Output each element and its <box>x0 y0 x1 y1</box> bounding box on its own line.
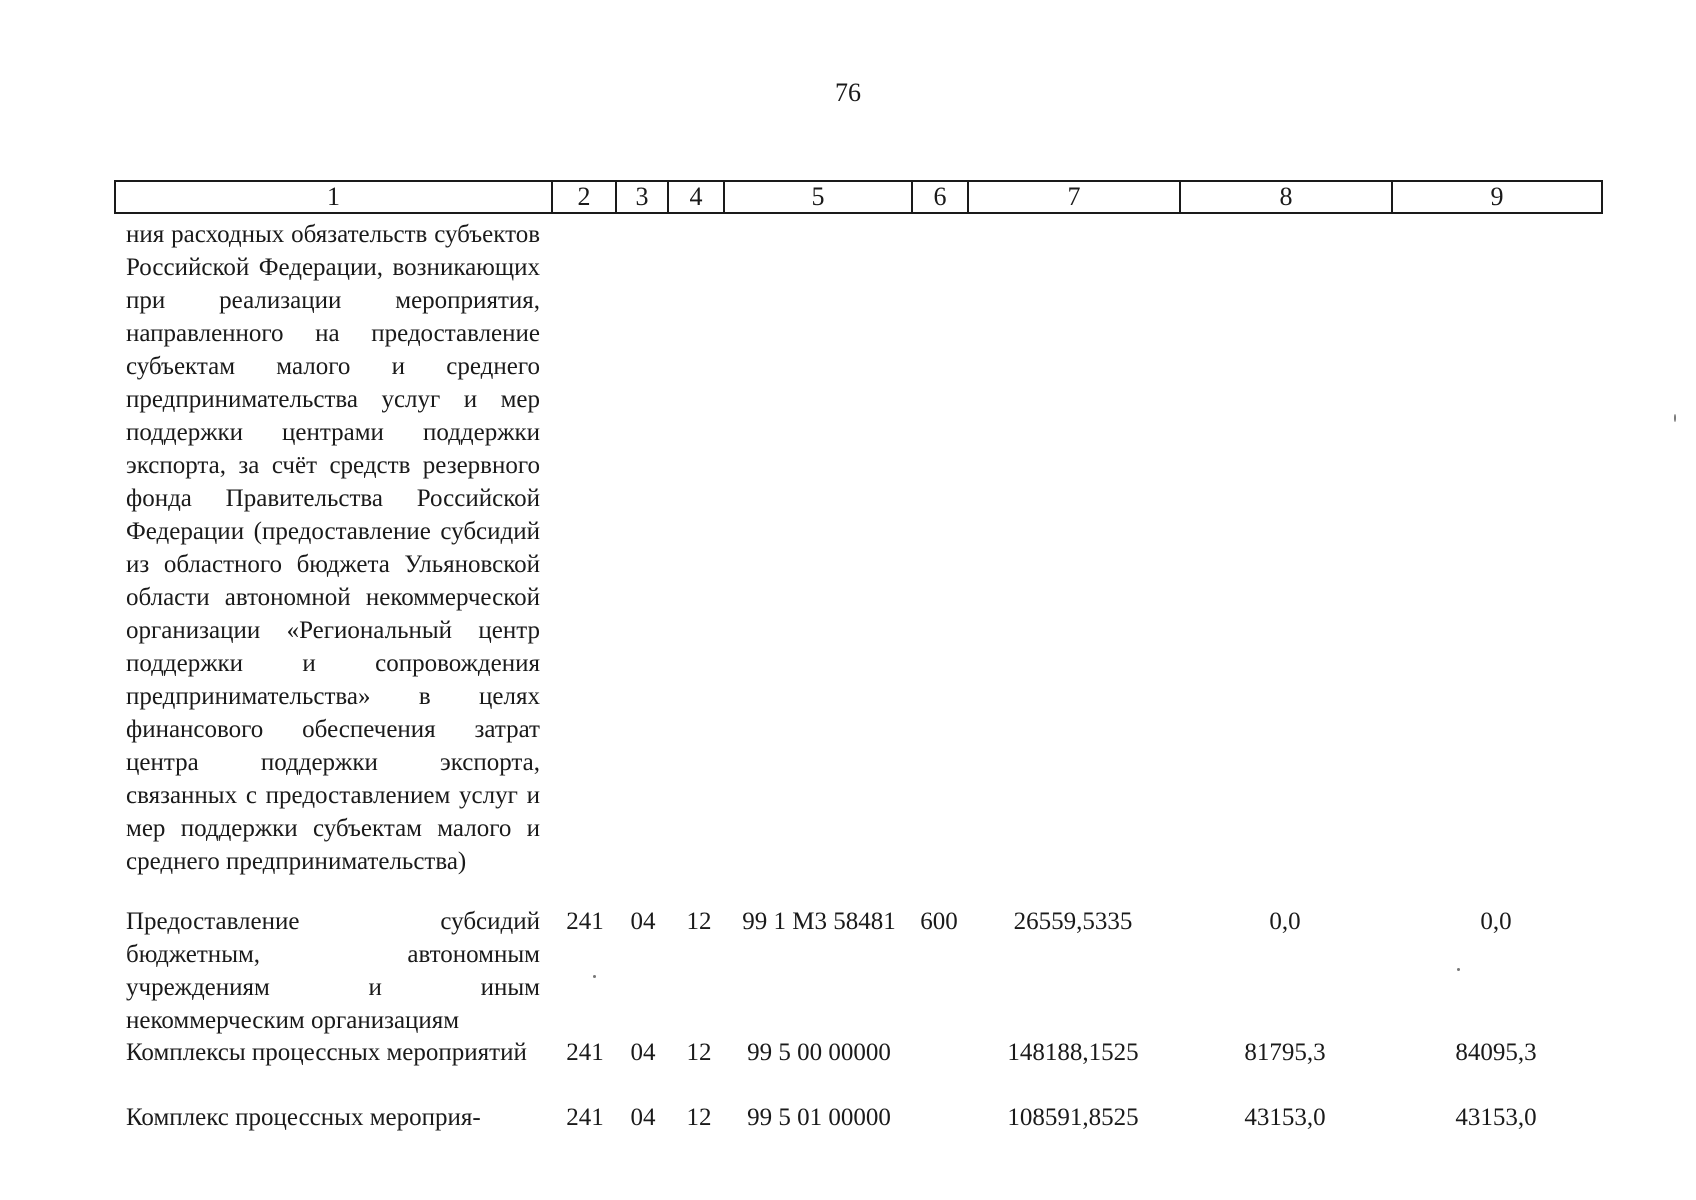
cell-col-2: 241 <box>566 1104 604 1131</box>
cell-col-3: 04 <box>630 1039 656 1066</box>
header-col-9: 9 <box>1392 181 1602 213</box>
header-col-1: 1 <box>115 181 552 213</box>
cell-col-2: 241 <box>566 1039 604 1066</box>
cell-col-4: 12 <box>686 1039 712 1066</box>
header-col-2: 2 <box>552 181 616 213</box>
row-description: Предоставление субсидий бюджетным, автономным учреждениям и иным некоммерческим организациям <box>126 908 540 1034</box>
header-col-5: 5 <box>724 181 912 213</box>
cell-col-5: 99 5 00 00000 <box>747 1039 891 1066</box>
column-number-header <box>114 180 1603 214</box>
header-col-7: 7 <box>968 181 1180 213</box>
cell-col-3: 04 <box>630 1104 656 1131</box>
cell-col-9: 84095,3 <box>1455 1039 1537 1066</box>
cell-col-7: 26559,5335 <box>1013 908 1133 935</box>
cell-col-2: 241 <box>566 908 604 935</box>
continuation-description: ния расходных обязательств субъектов Российской Федерации, возникающих при реализации мероприятия, направленного на предоставление субъектам малого и среднего предпринимательства услуг и мер поддержки центрами поддержки экспорта, за счёт средств резервного фонда Правительства Российской Федерации (предоставление субсидий из областного бюджета Ульяновской области автономной некоммерческой организации «Региональный центр поддержки и сопровождения предпринимательства» в целях финансового обеспечения затрат центра поддержки экспорта, связанных с предоставлением услуг и мер поддержки субъектам малого и среднего предпринимательства) <box>126 221 540 875</box>
header-col-8: 8 <box>1180 181 1392 213</box>
cell-col-4: 12 <box>686 1104 712 1131</box>
cell-col-9: 0,0 <box>1480 908 1512 935</box>
cell-col-9: 43153,0 <box>1455 1104 1537 1131</box>
header-col-4: 4 <box>668 181 724 213</box>
cell-col-3: 04 <box>630 908 656 935</box>
cell-col-5: 99 1 М3 58481 <box>742 908 896 935</box>
page-number: 76 <box>835 78 861 107</box>
cell-col-8: 43153,0 <box>1244 1104 1326 1131</box>
header-col-6: 6 <box>912 181 968 213</box>
cell-col-6: 600 <box>920 908 958 935</box>
cell-col-8: 0,0 <box>1269 908 1301 935</box>
cell-col-4: 12 <box>686 908 712 935</box>
scan-speck <box>1457 968 1460 971</box>
cell-col-7: 108591,8525 <box>1007 1104 1139 1131</box>
cell-col-7: 148188,1525 <box>1007 1039 1139 1066</box>
header-col-3: 3 <box>616 181 668 213</box>
cell-col-8: 81795,3 <box>1244 1039 1326 1066</box>
scan-speck <box>593 975 596 978</box>
row-description: Комплекс процессных мероприя- <box>126 1104 481 1131</box>
cell-col-5: 99 5 01 00000 <box>747 1104 891 1131</box>
scan-speck <box>1674 414 1676 422</box>
row-description: Комплексы процессных мероприятий <box>126 1039 527 1066</box>
